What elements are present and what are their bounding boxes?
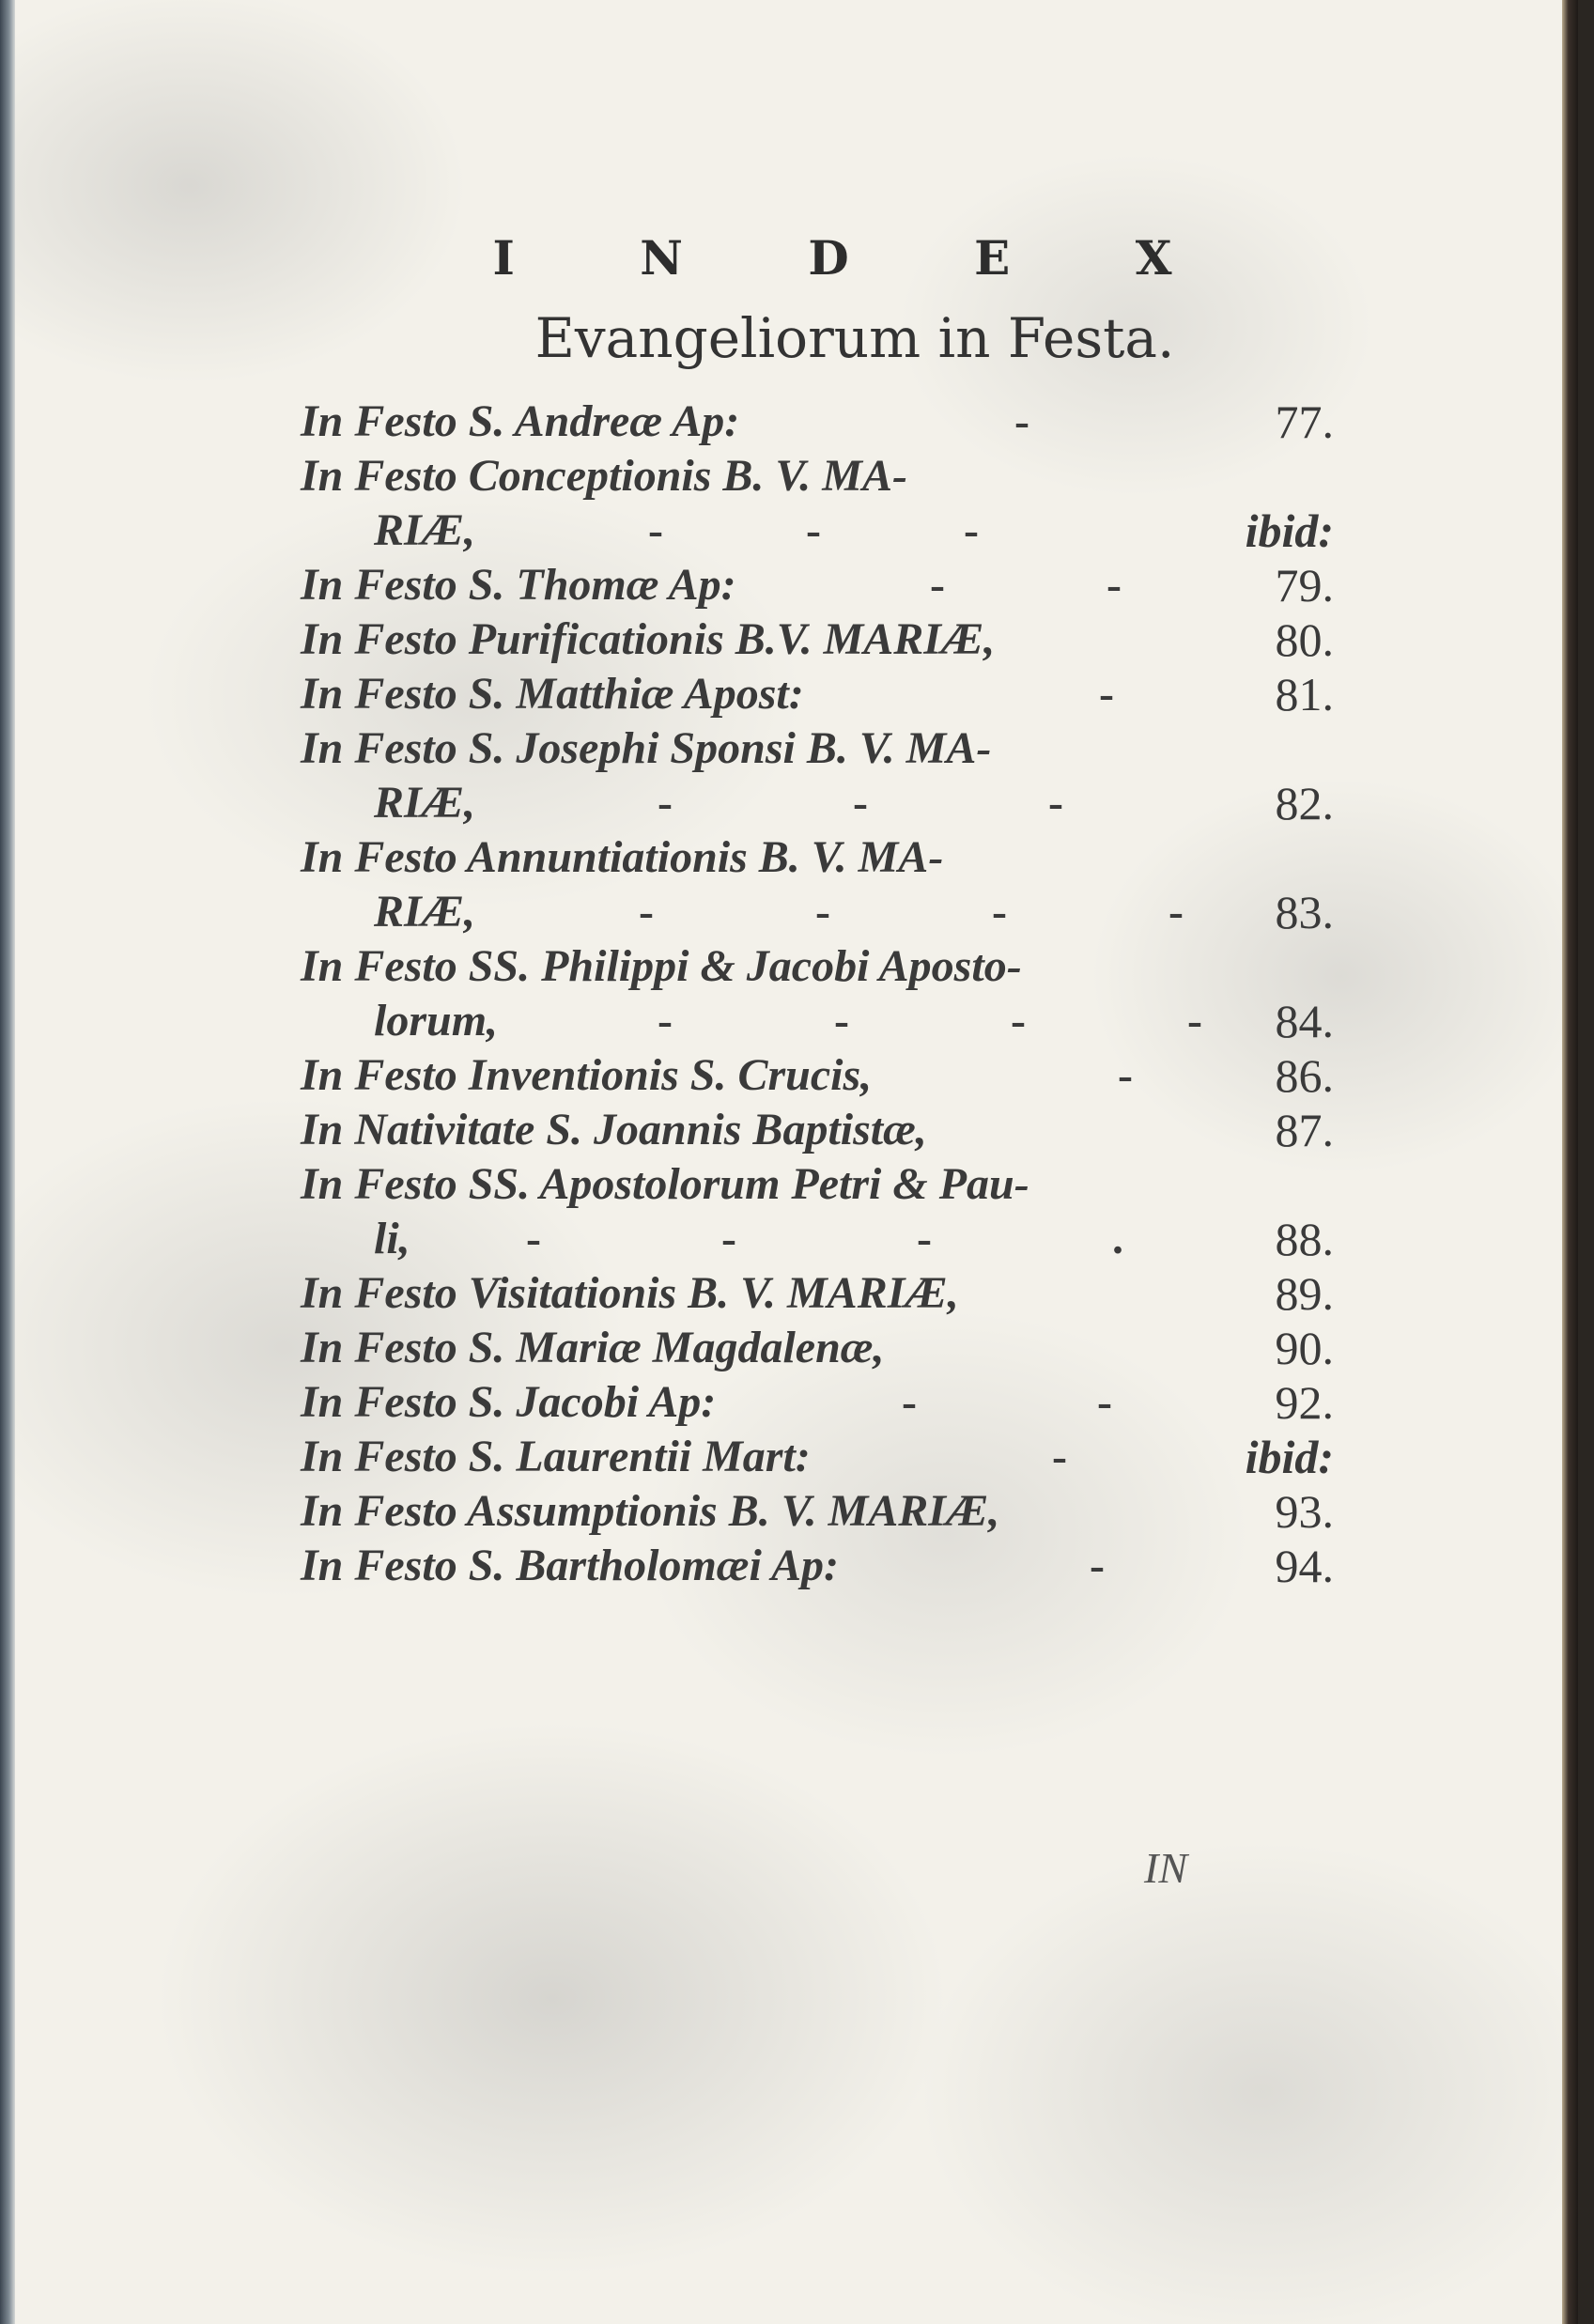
- entry-text-continuation: RIÆ,: [374, 505, 475, 555]
- index-entry: [301, 558, 1334, 612]
- entry-dashes: -: [1099, 669, 1114, 719]
- entry-dashes: - - -: [648, 505, 1045, 555]
- index-entry: [301, 939, 1334, 1048]
- entry-text-continuation: RIÆ,: [374, 778, 475, 828]
- entry-text: In Festo S. Josephi Sponsi B. V. MA-: [301, 723, 992, 773]
- entry-text: In Festo Inventionis S. Crucis,: [301, 1050, 873, 1100]
- index-entry: [301, 721, 1334, 830]
- entry-text-continuation: lorum,: [374, 996, 499, 1046]
- entry-text: In Festo Conceptionis B. V. MA-: [301, 451, 907, 501]
- entry-dashes: -: [1014, 396, 1029, 446]
- entry-text-continuation: li,: [374, 1214, 410, 1263]
- entry-page-number: 80.: [1275, 613, 1334, 666]
- page-edge-shadow: [1562, 0, 1578, 2324]
- index-entry: [301, 1266, 1334, 1321]
- index-entries: [301, 395, 1334, 1593]
- entry-dashes: - -: [930, 560, 1197, 610]
- entry-text: In Festo SS. Philippi & Jacobi Aposto-: [301, 941, 1022, 991]
- entry-dashes: -: [1118, 1050, 1133, 1100]
- entry-page-number: 92.: [1275, 1376, 1334, 1429]
- book-binding-edge: [0, 0, 15, 2324]
- entry-text: In Festo Visitationis B. V. MARIÆ,: [301, 1268, 959, 1318]
- entry-page-number: 82.: [1275, 777, 1334, 829]
- entry-dashes: -: [1052, 1432, 1067, 1481]
- index-entry: [301, 1484, 1334, 1539]
- index-entry: [301, 395, 1334, 449]
- entry-text: In Nativitate S. Joannis Baptistæ,: [301, 1105, 927, 1154]
- entry-page-number: 77.: [1275, 395, 1334, 448]
- index-entry: [301, 612, 1334, 667]
- index-entry: [301, 1430, 1334, 1484]
- entry-page-number: 93.: [1275, 1485, 1334, 1538]
- entry-text-continuation: RIÆ,: [374, 887, 475, 937]
- entry-text: In Festo Annuntiationis B. V. MA-: [301, 832, 944, 882]
- entry-dashes: - - -: [658, 778, 1148, 828]
- index-entry: [301, 667, 1334, 721]
- entry-text: In Festo S. Mariæ Magdalenæ,: [301, 1323, 885, 1372]
- entry-page-number: 89.: [1275, 1267, 1334, 1320]
- entry-page-number: 81.: [1275, 668, 1334, 720]
- entry-text: In Festo Purificationis B.V. MARIÆ,: [301, 614, 996, 664]
- entry-dashes: -: [1090, 1541, 1105, 1590]
- entry-text: In Festo S. Laurentii Mart:: [301, 1432, 811, 1481]
- entry-page-number: 84.: [1275, 995, 1334, 1047]
- entry-page-number: 86.: [1275, 1049, 1334, 1102]
- entry-dashes: - - - -: [639, 887, 1259, 937]
- entry-text: In Festo S. Matthiæ Apost:: [301, 669, 804, 719]
- entry-dashes: - - - -: [658, 996, 1277, 1046]
- entry-text: In Festo SS. Apostolorum Petri & Pau-: [301, 1159, 1029, 1209]
- index-entry: [301, 1375, 1334, 1430]
- entry-page-number: 83.: [1275, 886, 1334, 938]
- index-entry: [301, 1157, 1334, 1266]
- entry-page-number: 88.: [1275, 1213, 1334, 1265]
- index-content: [301, 225, 1334, 1593]
- entry-page-number: ibid:: [1245, 504, 1334, 557]
- entry-page-number: ibid:: [1245, 1431, 1334, 1483]
- entry-text: In Festo Assumptionis B. V. MARIÆ,: [301, 1486, 1000, 1536]
- index-heading: I N D E X: [492, 230, 1227, 286]
- index-entry: [301, 1321, 1334, 1375]
- entry-text: In Festo S. Andreæ Ap:: [301, 396, 740, 446]
- entry-text: In Festo S. Bartholomæi Ap:: [301, 1541, 840, 1590]
- entry-text: In Festo S. Jacobi Ap:: [301, 1377, 717, 1427]
- entry-page-number: 87.: [1275, 1104, 1334, 1156]
- entry-dashes: - -: [902, 1377, 1197, 1427]
- entry-dashes: - - - .: [526, 1214, 1208, 1263]
- entry-page-number: 79.: [1275, 559, 1334, 612]
- index-entry: [301, 830, 1334, 939]
- entry-page-number: 94.: [1275, 1540, 1334, 1592]
- index-entry: [301, 449, 1334, 558]
- catchword: IN: [1144, 1844, 1187, 1892]
- index-subheading: Evangeliorum in Festa.: [534, 306, 1175, 370]
- entry-text: In Festo S. Thomæ Ap:: [301, 560, 736, 610]
- entry-page-number: 90.: [1275, 1322, 1334, 1374]
- index-entry: [301, 1048, 1334, 1103]
- index-entry: [301, 1103, 1334, 1157]
- index-entry: [301, 1539, 1334, 1593]
